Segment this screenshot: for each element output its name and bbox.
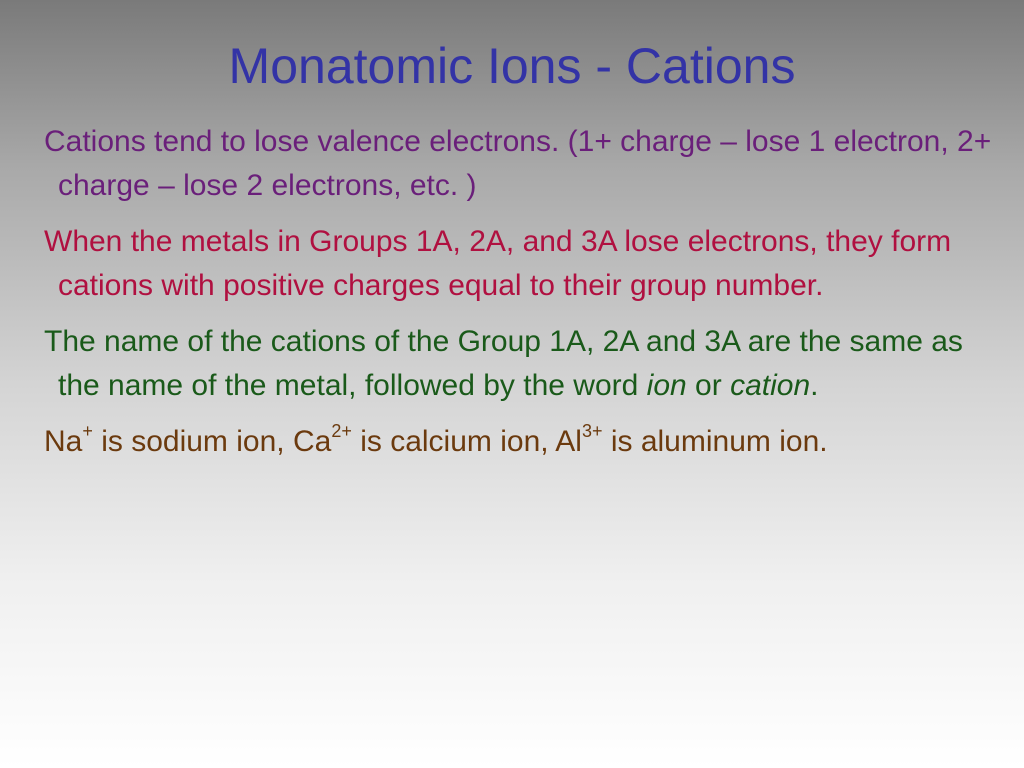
paragraph-cation-naming [44,320,994,408]
term-joiner: or [686,369,731,402]
naming-text: The name of the cations of the Group 1A, 2A and 3A are the same as the name of the metal, followed by the word [44,325,963,402]
calcium-charge: 2+ [331,421,352,441]
calcium-text: is calcium ion, [351,425,556,458]
aluminum-charge: 3+ [581,421,603,441]
sodium-text: is sodium ion, [92,425,293,458]
paragraph-cations-lose-electrons: Cations tend to lose valence electrons. (1+ charge – lose 1 electron, 2+ charge – lose 2 electrons, etc. ) [44,125,992,202]
term-ion: ion [646,369,687,402]
paragraph-group-charges: When the metals in Groups 1A, 2A, and 3A lose electrons, they form cations with positive charges equal to their group number. [44,225,952,302]
naming-end: . [810,369,819,402]
term-cation: cation [730,369,811,402]
sodium-symbol: Na [44,425,83,458]
slide-title: Monatomic Ions - Cations [228,38,796,94]
sodium-charge: + [82,421,93,441]
paragraph-ion-examples [44,420,994,464]
aluminum-symbol: Al [555,425,582,458]
aluminum-text: is aluminum ion. [602,425,828,458]
slide-body [44,120,994,476]
calcium-symbol: Ca [292,425,332,458]
